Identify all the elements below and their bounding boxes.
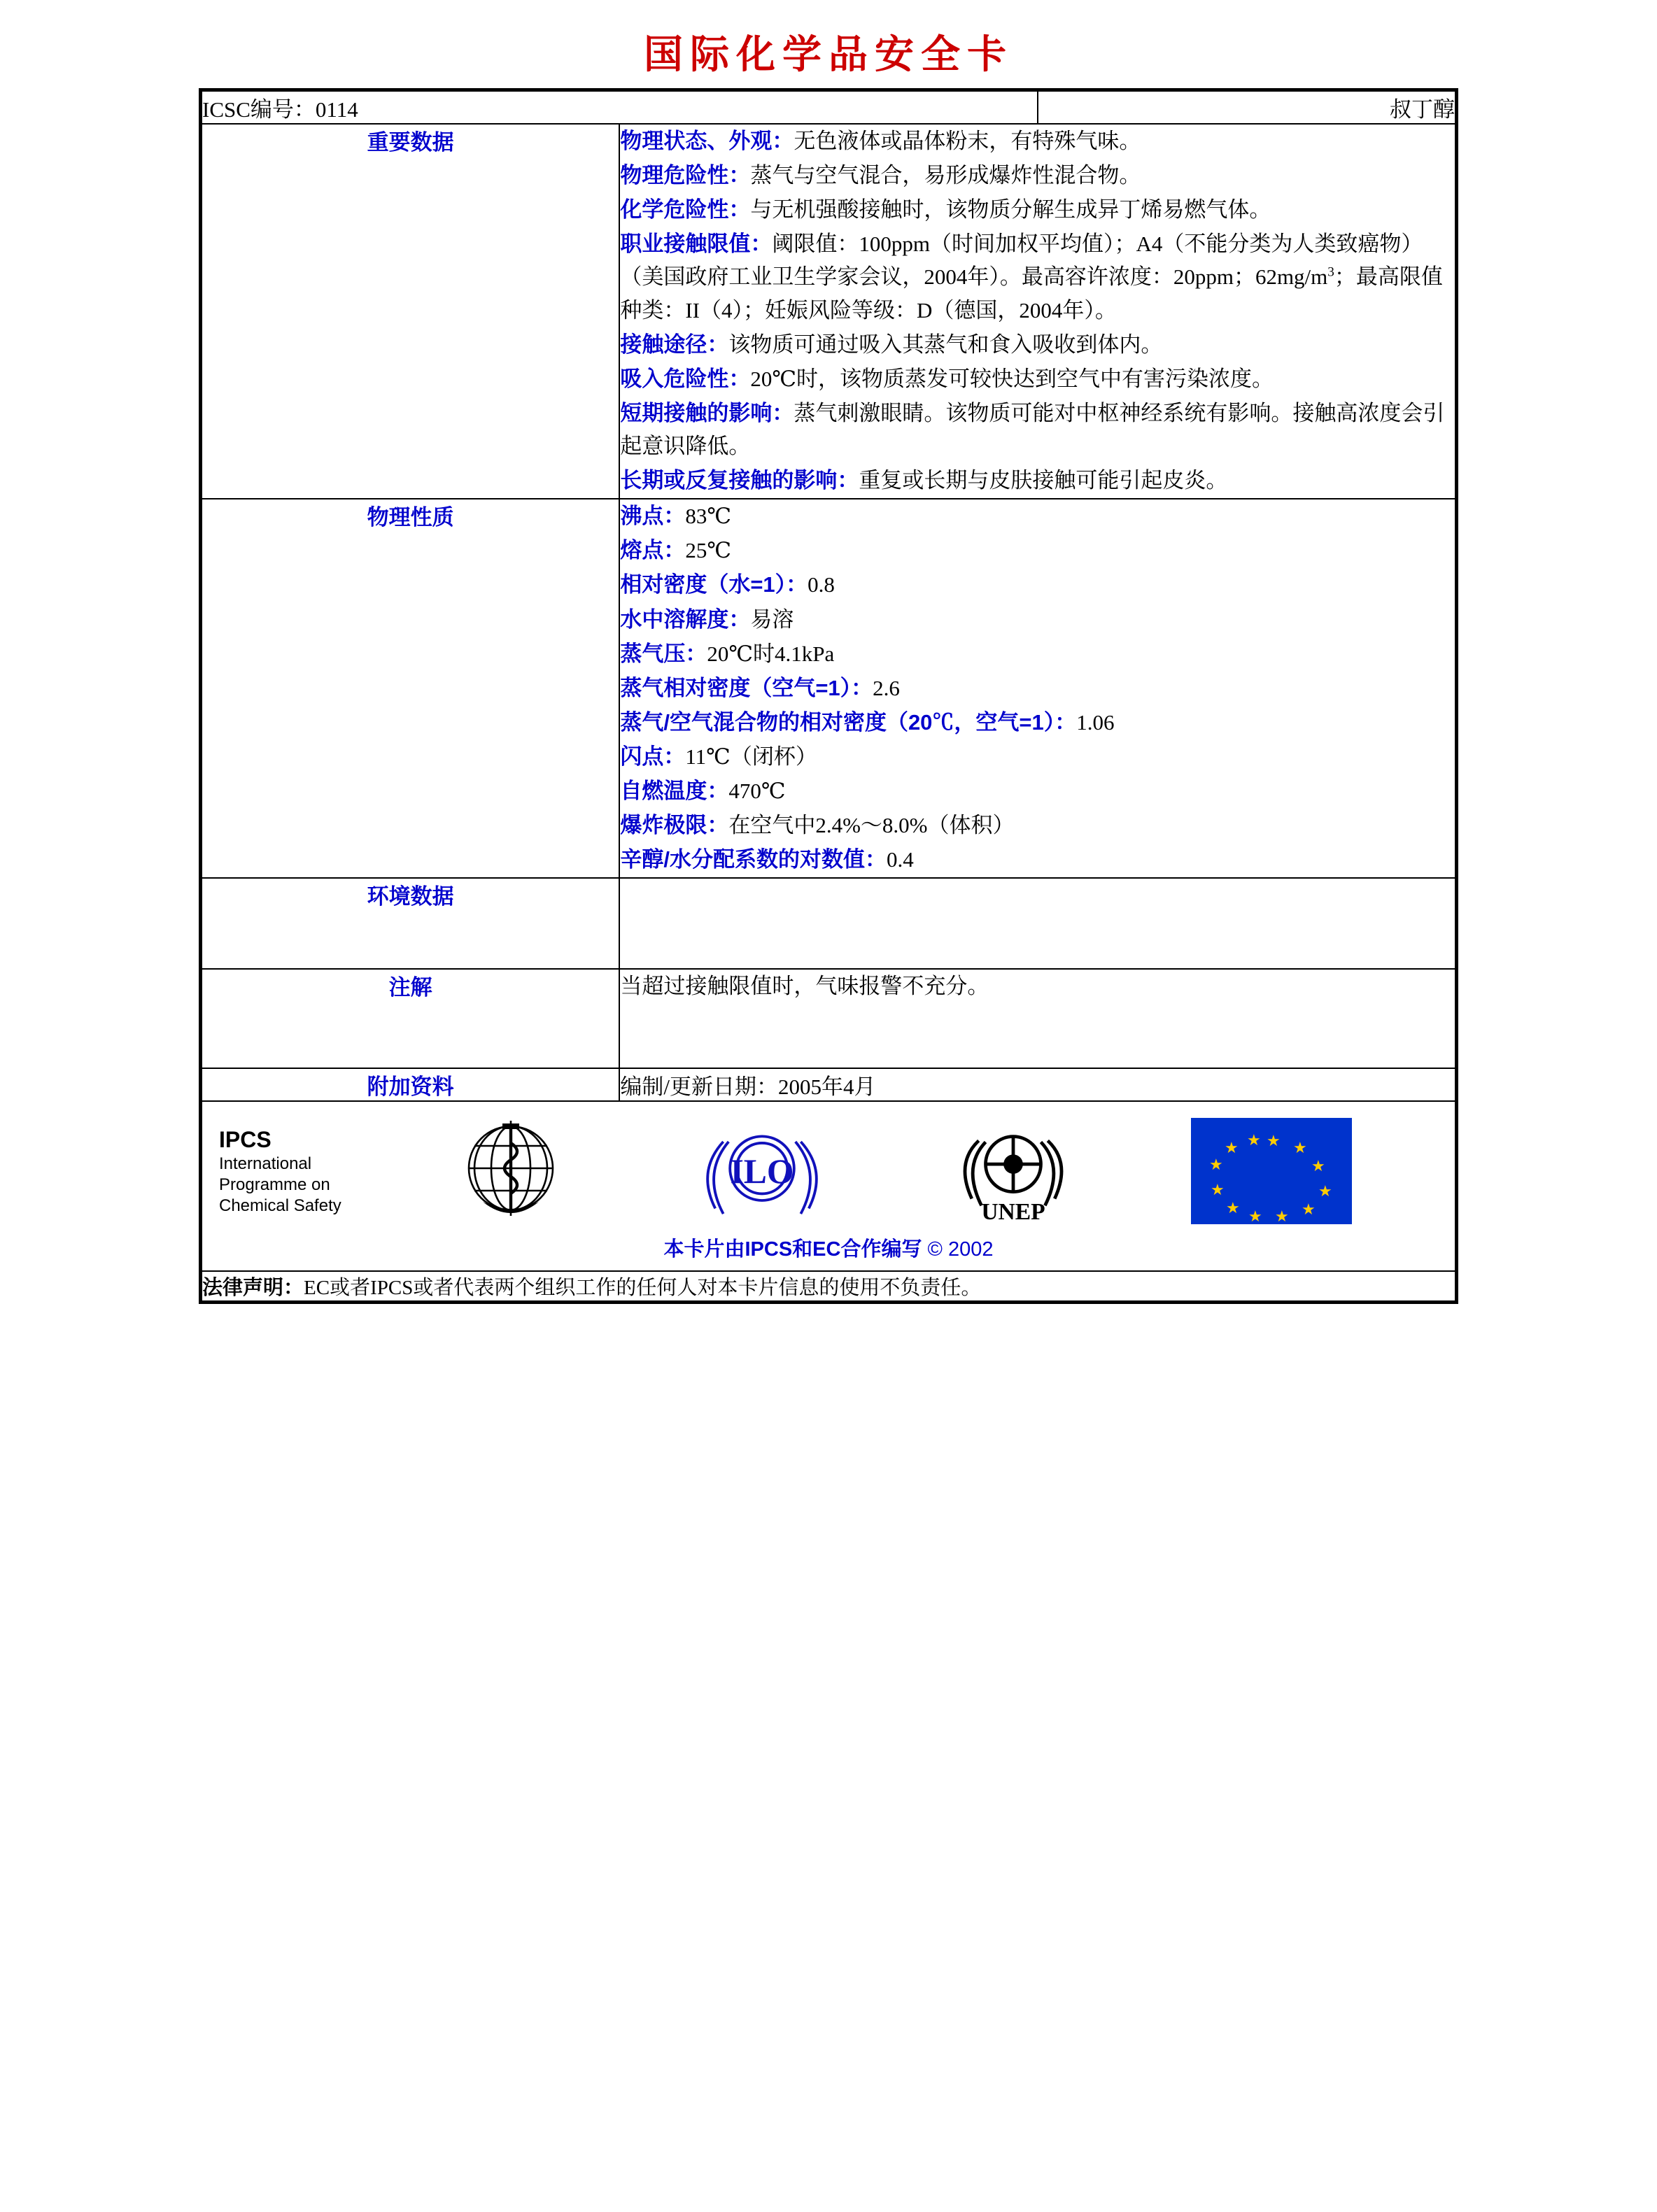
legal-label: 法律声明： xyxy=(202,1277,304,1300)
who-logo xyxy=(441,1115,581,1227)
prop-value: 25℃ xyxy=(685,538,732,563)
prop-auto-ignition-temp xyxy=(620,774,1455,807)
environmental-data-row xyxy=(202,878,1455,969)
entry-value: 蒸气刺激眼睛。该物质可能对中枢神经系统有影响。接触高浓度会引起意识降低。 xyxy=(620,400,1445,458)
entry-physical-state xyxy=(620,125,1455,157)
prop-key: 熔点： xyxy=(620,538,686,563)
additional-info-content: 编制/更新日期：2005年4月 xyxy=(619,1068,1455,1101)
prop-vapour-air-mixture-density xyxy=(620,706,1455,739)
footer-row xyxy=(202,1101,1455,1271)
prop-octanol-water-coefficient xyxy=(620,843,1455,876)
prop-key: 蒸气/空气混合物的相对密度（20℃，空气=1）： xyxy=(620,709,1077,735)
prop-value: 20℃时4.1kPa xyxy=(707,641,835,666)
unep-logo-text: UNEP xyxy=(981,1199,1045,1224)
icsc-number-label: ICSC编号： xyxy=(202,97,316,122)
prop-explosive-limits xyxy=(620,809,1455,842)
page-title: 国际化学品安全卡 xyxy=(644,34,1013,77)
prop-vapour-pressure xyxy=(620,637,1455,670)
prop-relative-density xyxy=(620,568,1455,601)
entry-inhalation-risk xyxy=(620,362,1455,395)
footer-logos-wrap xyxy=(202,1102,1455,1233)
section-label-additional: 附加资料 xyxy=(202,1068,619,1101)
important-data-row xyxy=(202,124,1455,499)
prop-value: 易溶 xyxy=(750,607,794,632)
prop-key: 相对密度（水=1）： xyxy=(620,572,808,597)
prop-key: 水中溶解度： xyxy=(620,607,751,632)
section-label-notes: 注解 xyxy=(202,969,619,1068)
card-header-row xyxy=(202,91,1455,124)
eu-flag-graphic: ★ ★ ★ ★ ★ ★ ★ ★ ★ ★ ★ ★ xyxy=(1191,1118,1352,1224)
entry-value: 无色液体或晶体粉末，有特殊气味。 xyxy=(794,129,1141,153)
ilo-logo-icon xyxy=(689,1119,835,1224)
prop-key: 蒸气相对密度（空气=1）： xyxy=(620,675,873,700)
entry-key: 吸入危险性： xyxy=(620,366,751,391)
icsc-table xyxy=(201,90,1456,1302)
prop-value: 11℃（闭杯） xyxy=(685,744,817,769)
section-label-environmental-data: 环境数据 xyxy=(202,878,619,969)
legal-notice xyxy=(202,1271,1455,1301)
prop-value: 83℃ xyxy=(685,504,732,529)
ipcs-line3: Chemical Safety xyxy=(219,1196,341,1216)
entry-occupational-limits xyxy=(620,227,1455,326)
section-label-physical-properties: 物理性质 xyxy=(202,499,619,878)
entry-value: 与无机强酸接触时，该物质分解生成异丁烯易燃气体。 xyxy=(750,197,1271,222)
notes-text: 当超过接触限值时，气味报警不充分。 xyxy=(620,974,989,999)
prop-flash-point xyxy=(620,740,1455,773)
ipcs-block xyxy=(209,1126,387,1217)
entry-key: 物理危险性： xyxy=(620,163,751,188)
environmental-data-content xyxy=(619,878,1455,969)
legal-row xyxy=(202,1271,1455,1301)
prop-water-solubility xyxy=(620,603,1455,636)
credit-text: 本卡片由IPCS和EC合作编写 xyxy=(663,1238,922,1261)
entry-key: 职业接触限值： xyxy=(620,232,773,257)
logo-strip xyxy=(387,1115,1448,1227)
entry-physical-dangers xyxy=(620,159,1455,192)
prop-key: 辛醇/水分配系数的对数值： xyxy=(620,847,887,872)
prop-value: 2.6 xyxy=(873,675,900,700)
ilo-logo xyxy=(689,1119,835,1224)
entry-long-term-effects xyxy=(620,464,1455,497)
entry-value: 该物质可通过吸入其蒸气和食入吸收到体内。 xyxy=(728,332,1163,357)
prop-key: 自燃温度： xyxy=(620,779,729,804)
notes-row xyxy=(202,969,1455,1068)
prop-value: 1.06 xyxy=(1076,709,1115,735)
prop-value: 0.4 xyxy=(886,847,914,872)
prop-melting-point xyxy=(620,534,1455,567)
entry-chemical-dangers xyxy=(620,193,1455,226)
entry-routes-of-exposure xyxy=(620,328,1455,361)
ipcs-line1: International xyxy=(219,1154,312,1174)
prop-value: 470℃ xyxy=(728,779,786,804)
entry-short-term-effects xyxy=(620,397,1455,462)
icsc-number-cell xyxy=(202,91,1038,124)
ipcs-line2: Programme on xyxy=(219,1175,330,1195)
physical-properties-row xyxy=(202,499,1455,878)
unep-logo xyxy=(943,1119,1083,1224)
prop-key: 爆炸极限： xyxy=(620,813,729,838)
copyright-text: © 2002 xyxy=(927,1238,994,1261)
legal-text: EC或者IPCS或者代表两个组织工作的任何人对本卡片信息的使用不负责任。 xyxy=(304,1277,982,1300)
notes-content xyxy=(619,969,1455,1068)
who-logo-icon xyxy=(441,1115,581,1227)
entry-value: 20℃时，该物质蒸发可较快达到空气中有害污染浓度。 xyxy=(750,366,1274,391)
prop-value: 0.8 xyxy=(808,572,835,597)
physical-properties-content xyxy=(619,499,1455,878)
entry-value: 重复或长期与皮肤接触可能引起皮炎。 xyxy=(859,468,1228,493)
substance-name: 叔丁醇 xyxy=(1038,91,1455,124)
prop-value: 在空气中2.4%～8.0%（体积） xyxy=(728,813,1015,838)
entry-key: 化学危险性： xyxy=(620,197,751,222)
entry-key: 长期或反复接触的影响： xyxy=(620,468,859,493)
footer-cell xyxy=(202,1101,1455,1271)
unep-logo-icon xyxy=(943,1119,1083,1224)
ilo-logo-text: ILO xyxy=(730,1152,794,1191)
additional-info-row xyxy=(202,1068,1455,1101)
icsc-card xyxy=(199,88,1458,1304)
section-label-important-data: 重要数据 xyxy=(202,124,619,499)
entry-value: 阈限值：100ppm（时间加权平均值）；A4（不能分类为人类致癌物）（美国政府工业卫生学家会议，2004年）。最高容许浓度：20ppm；$62mg/m^3$；最高限值种类：II（4）；妊娠风险等级：D（德国，2004年）。 xyxy=(620,232,1443,322)
ipcs-abbr: IPCS xyxy=(219,1127,272,1153)
entry-key: 短期接触的影响： xyxy=(620,400,794,425)
eu-flag xyxy=(1191,1118,1352,1224)
prop-vapour-relative-density xyxy=(620,672,1455,704)
entry-key: 物理状态、外观： xyxy=(620,129,794,153)
icsc-number-value: 0114 xyxy=(315,97,358,122)
prop-key: 沸点： xyxy=(620,504,686,529)
important-data-content xyxy=(619,124,1455,499)
credit-line xyxy=(202,1233,1455,1270)
entry-key: 接触途径： xyxy=(620,332,729,357)
prop-boiling-point xyxy=(620,499,1455,532)
prop-key: 蒸气压： xyxy=(620,641,707,666)
prop-key: 闪点： xyxy=(620,744,686,769)
entry-value: 蒸气与空气混合，易形成爆炸性混合物。 xyxy=(750,163,1141,188)
